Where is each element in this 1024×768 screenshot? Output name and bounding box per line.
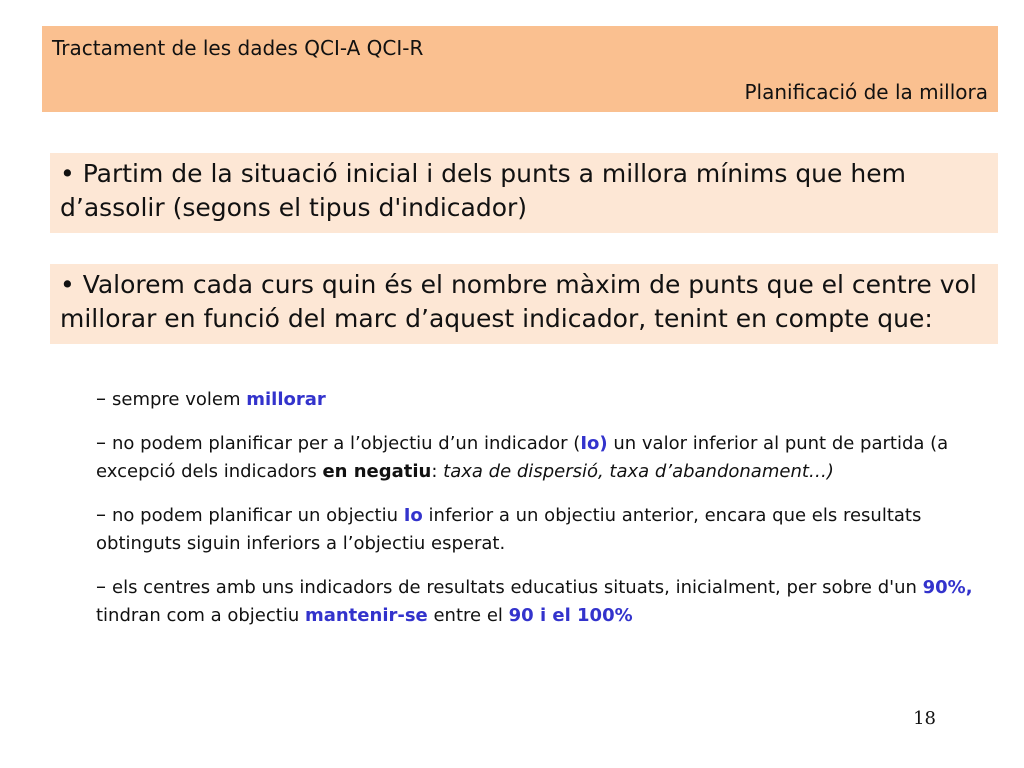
rule-text: entre el bbox=[427, 605, 509, 626]
rule-item-maintain-range bbox=[96, 572, 976, 630]
intro-box-2 bbox=[50, 264, 998, 344]
rule-highlight: 90%, bbox=[922, 577, 973, 598]
rule-item-always-improve bbox=[96, 384, 976, 414]
rule-text: no podem planificar un objectiu bbox=[112, 505, 404, 526]
rule-highlight: Io bbox=[403, 505, 423, 526]
rule-text: : bbox=[431, 461, 444, 482]
rule-highlight: mantenir-se bbox=[304, 605, 428, 626]
header-title: Tractament de les dades QCI-A QCI-R bbox=[52, 36, 424, 60]
rule-item-no-lower-than-start bbox=[96, 428, 976, 486]
rule-highlight: millorar bbox=[246, 389, 326, 410]
dash-bullet: – bbox=[96, 502, 106, 526]
dash-bullet: – bbox=[96, 430, 106, 454]
rule-text: tindran com a objectiu bbox=[96, 605, 305, 626]
rule-italic: taxa de dispersió, taxa d’abandonament…) bbox=[443, 461, 834, 482]
rule-text: sempre volem bbox=[112, 389, 247, 410]
dash-bullet: – bbox=[96, 386, 106, 410]
rule-bold: en negatiu bbox=[322, 461, 432, 482]
rule-highlight: 90 i el 100% bbox=[508, 605, 633, 626]
rules-list bbox=[96, 384, 976, 644]
rule-item-no-lower-than-previous bbox=[96, 500, 976, 558]
slide-header bbox=[42, 26, 998, 112]
intro-box-1 bbox=[50, 153, 998, 233]
rule-text: no podem planificar per a l’objectiu d’un indicador ( bbox=[112, 433, 581, 454]
dash-bullet: – bbox=[96, 574, 106, 598]
rule-text: un valor inferior al punt de partida (a excepció dels indicadors bbox=[96, 433, 949, 482]
intro-box-2-text: • Valorem cada curs quin és el nombre màxim de punts que el centre vol millorar en funció del marc d’aquest indicador, tenint en compte que: bbox=[60, 270, 977, 333]
page-number: 18 bbox=[913, 708, 936, 729]
header-subtitle: Planificació de la millora bbox=[744, 80, 988, 104]
rule-text: els centres amb uns indicadors de resultats educatius situats, inicialment, per sobre d'un bbox=[112, 577, 923, 598]
rule-highlight: Io) bbox=[580, 433, 608, 454]
rule-text: inferior a un objectiu anterior, encara que els resultats obtinguts siguin inferiors a l’objectiu esperat. bbox=[96, 505, 922, 554]
intro-box-1-text: • Partim de la situació inicial i dels punts a millora mínims que hem d’assolir (segons el tipus d'indicador) bbox=[60, 159, 906, 222]
